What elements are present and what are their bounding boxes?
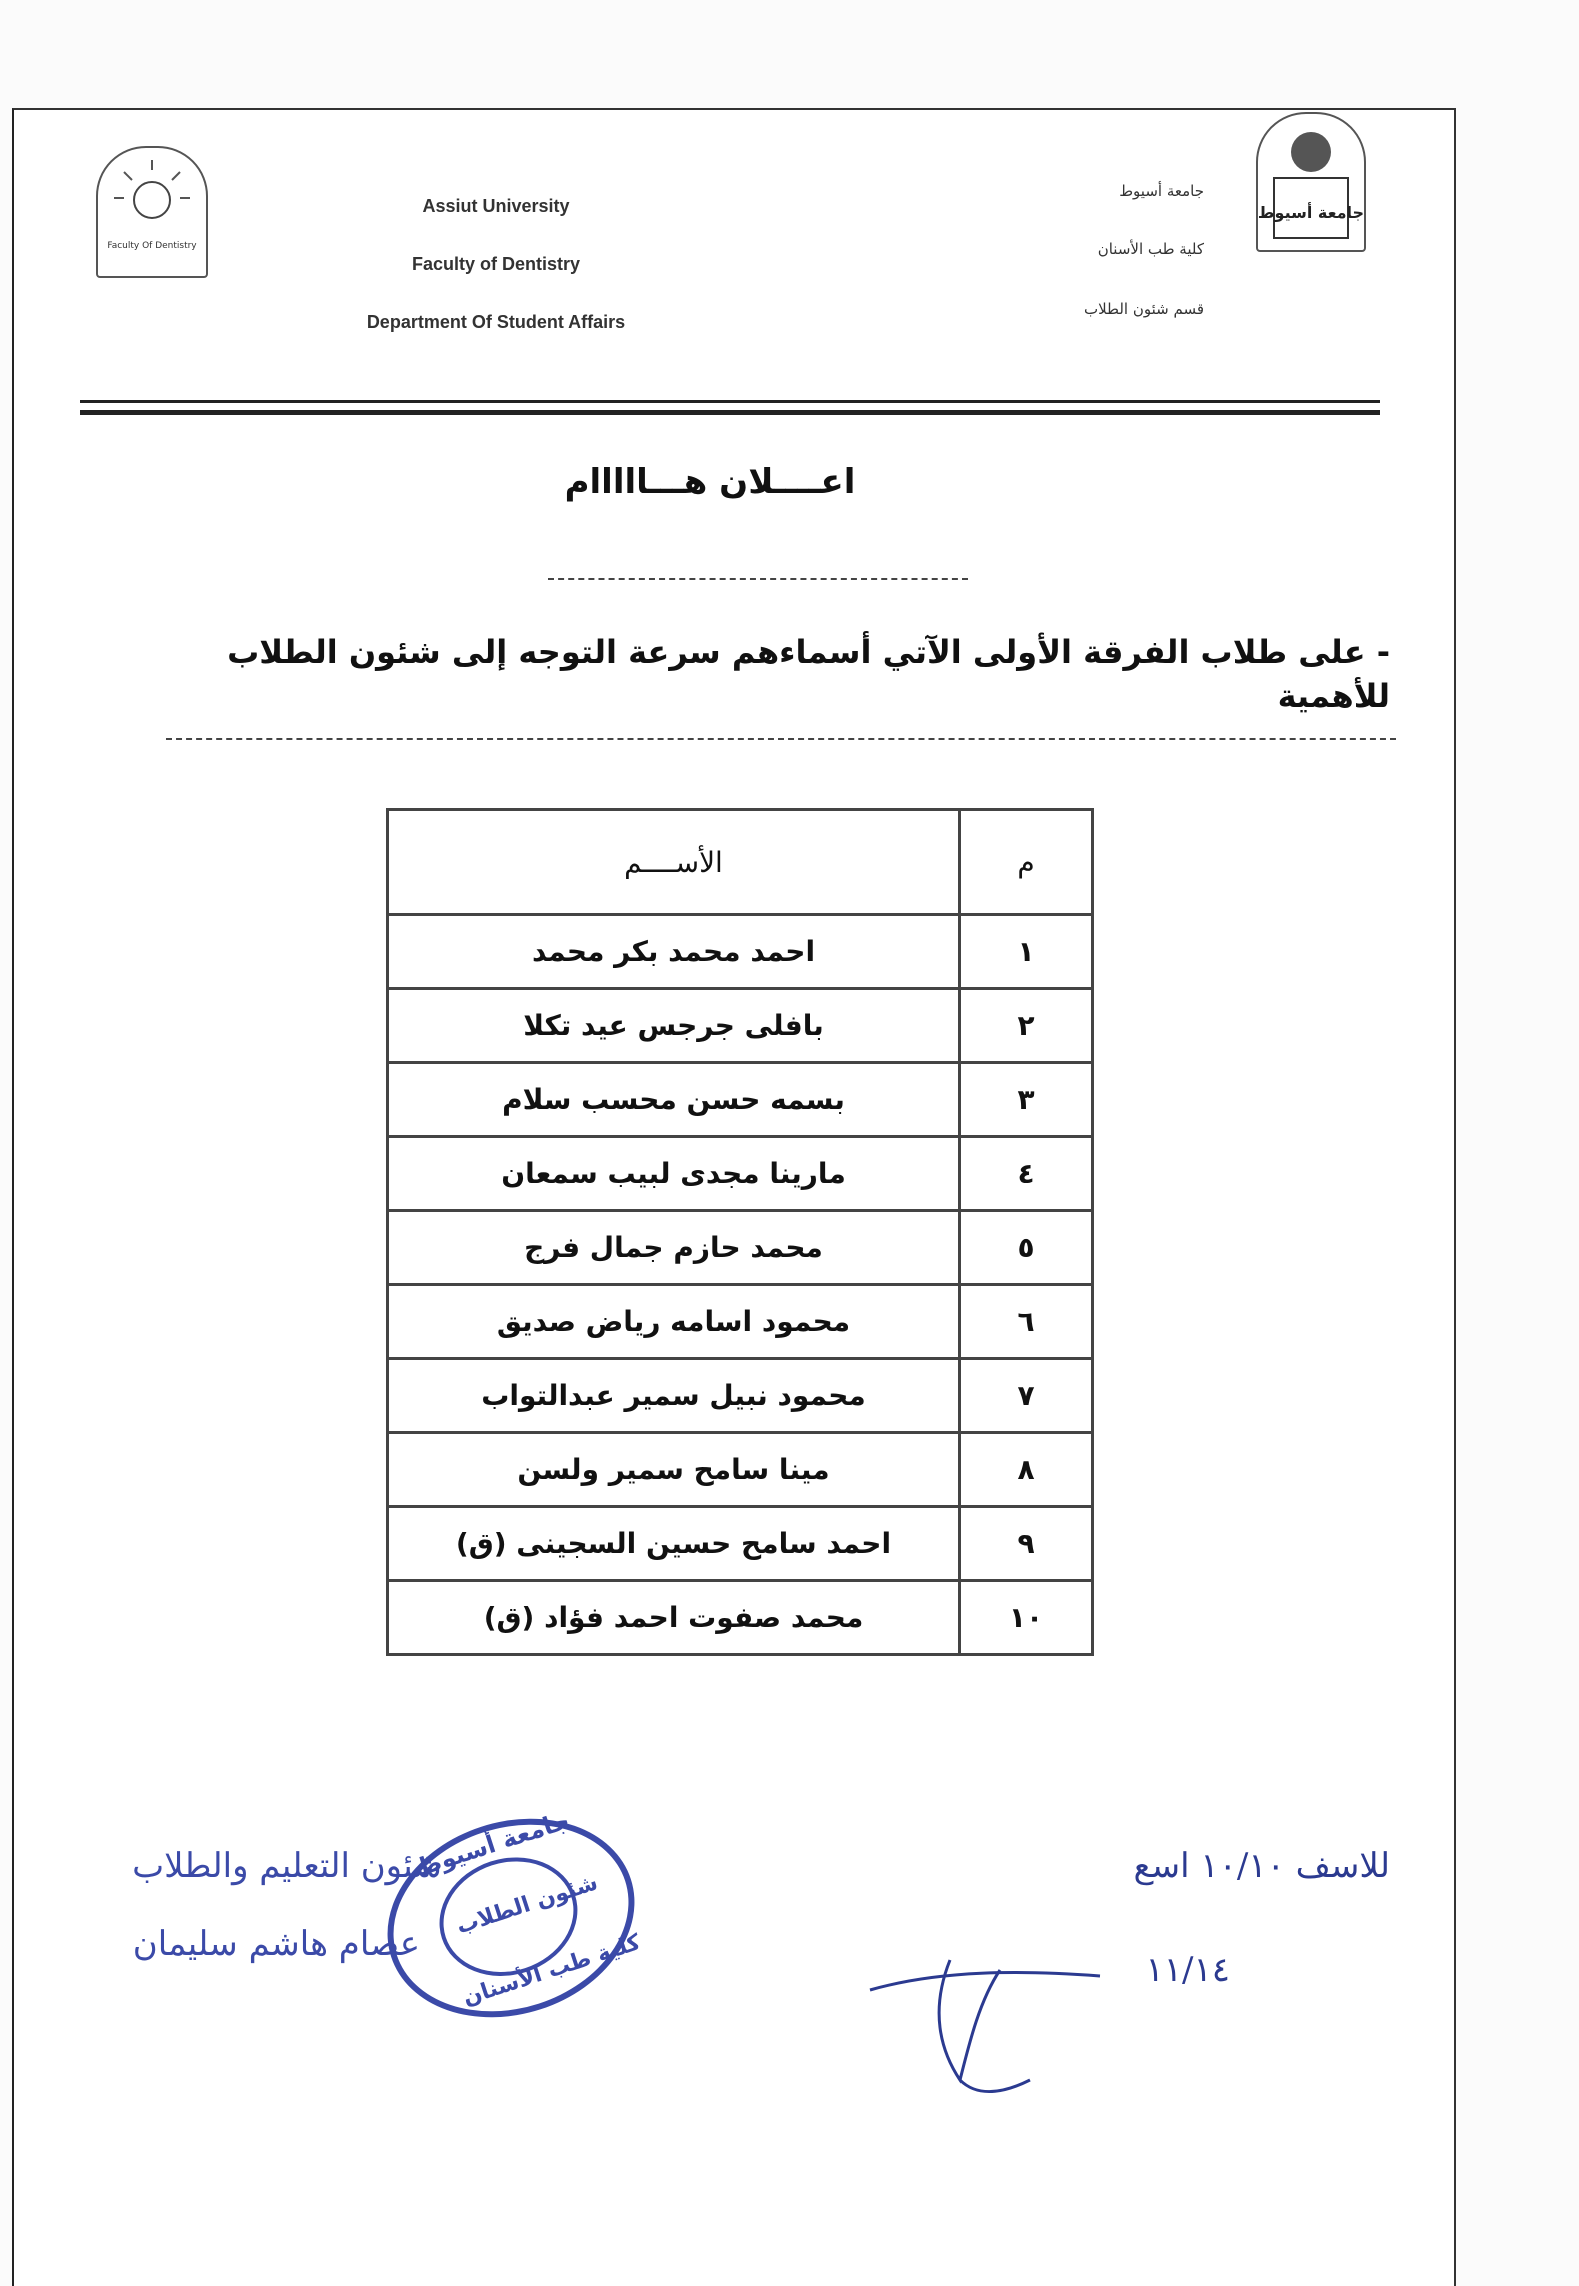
- handwritten-signature-left-line2: عصام هاشم سليمان: [132, 1924, 420, 1964]
- student-name: محمود نبيل سمير عبدالتواب: [388, 1359, 960, 1433]
- student-name: بافلى جرجس عيد تكلا: [388, 989, 960, 1063]
- table-row: [388, 989, 1093, 1063]
- header-rule-bottom: [80, 410, 1380, 415]
- table-row: [388, 1137, 1093, 1211]
- table-row: [388, 915, 1093, 989]
- title-underline: [548, 578, 968, 580]
- student-name: احمد سامح حسين السجينى (ق): [388, 1507, 960, 1581]
- table-row: [388, 1359, 1093, 1433]
- table-row: [388, 1433, 1093, 1507]
- students-table: [386, 808, 1094, 1656]
- university-logo-icon: [1258, 114, 1364, 250]
- faculty-logo: [96, 146, 208, 278]
- student-name: مارينا مجدى لبيب سمعان: [388, 1137, 960, 1211]
- notice-underline: [166, 738, 1396, 740]
- handwritten-note-right: للاسف ١٠/١٠ اسع: [1133, 1846, 1390, 1886]
- student-name: بسمه حسن محسب سلام: [388, 1063, 960, 1137]
- faculty-name-ar: كلية طب الأسنان: [1097, 240, 1204, 258]
- university-name-ar: جامعة أسيوط: [1119, 182, 1204, 200]
- row-number: ٦: [960, 1285, 1093, 1359]
- row-number: ٧: [960, 1359, 1093, 1433]
- department-name-ar: قسم شئون الطلاب: [1083, 300, 1204, 318]
- handwritten-signature-left-line1: شئون التعليم والطلاب: [132, 1846, 442, 1886]
- header-rule-top: [80, 400, 1380, 403]
- signature-scribble-icon: [860, 1930, 1240, 2110]
- table-row: [388, 1507, 1093, 1581]
- row-number: ١٠: [960, 1581, 1093, 1655]
- student-name: محمد حازم جمال فرج: [388, 1211, 960, 1285]
- row-number: ٤: [960, 1137, 1093, 1211]
- notice-text: - على طلاب الفرقة الأولى الآتي أسماءهم سرعة التوجه إلى شئون الطلاب للأهمية: [227, 633, 1390, 715]
- table-row: [388, 1063, 1093, 1137]
- handwritten-date: ١١/١٤: [1145, 1950, 1230, 1990]
- row-number: ٥: [960, 1211, 1093, 1285]
- stamp-center-text: شئون الطلاب: [453, 1870, 601, 1940]
- student-name: مينا سامح سمير ولسن: [388, 1433, 960, 1507]
- university-logo: [1256, 112, 1366, 252]
- student-name: محمد صفوت احمد فؤاد (ق): [388, 1581, 960, 1655]
- column-header-name: الأســــم: [388, 810, 960, 915]
- row-number: ١: [960, 915, 1093, 989]
- table-row: [388, 1581, 1093, 1655]
- student-name: محمود اسامه رياض صديق: [388, 1285, 960, 1359]
- column-header-number: م: [960, 810, 1093, 915]
- stamp-bottom-text: كلية طب الأسنان: [459, 1930, 644, 2011]
- faculty-logo-icon: [98, 148, 206, 276]
- logo-right-text: جامعة أسيوط: [1258, 203, 1364, 222]
- student-name: احمد محمد بكر محمد: [388, 915, 960, 989]
- logo-left-text: Faculty Of Dentistry: [107, 241, 197, 251]
- page-title: اعــــلان هـــااااام: [564, 462, 856, 502]
- table-header-row: [388, 810, 1093, 915]
- stamp-top-text: جامعة أسيوط: [412, 1806, 573, 1882]
- faculty-name-en: Faculty of Dentistry: [411, 254, 581, 274]
- department-name-en: Department Of Student Affairs: [366, 312, 626, 332]
- row-number: ٨: [960, 1433, 1093, 1507]
- table-row: [388, 1211, 1093, 1285]
- row-number: ٩: [960, 1507, 1093, 1581]
- row-number: ٢: [960, 989, 1093, 1063]
- table-row: [388, 1285, 1093, 1359]
- university-name-en: Assiut University: [422, 196, 570, 216]
- row-number: ٣: [960, 1063, 1093, 1137]
